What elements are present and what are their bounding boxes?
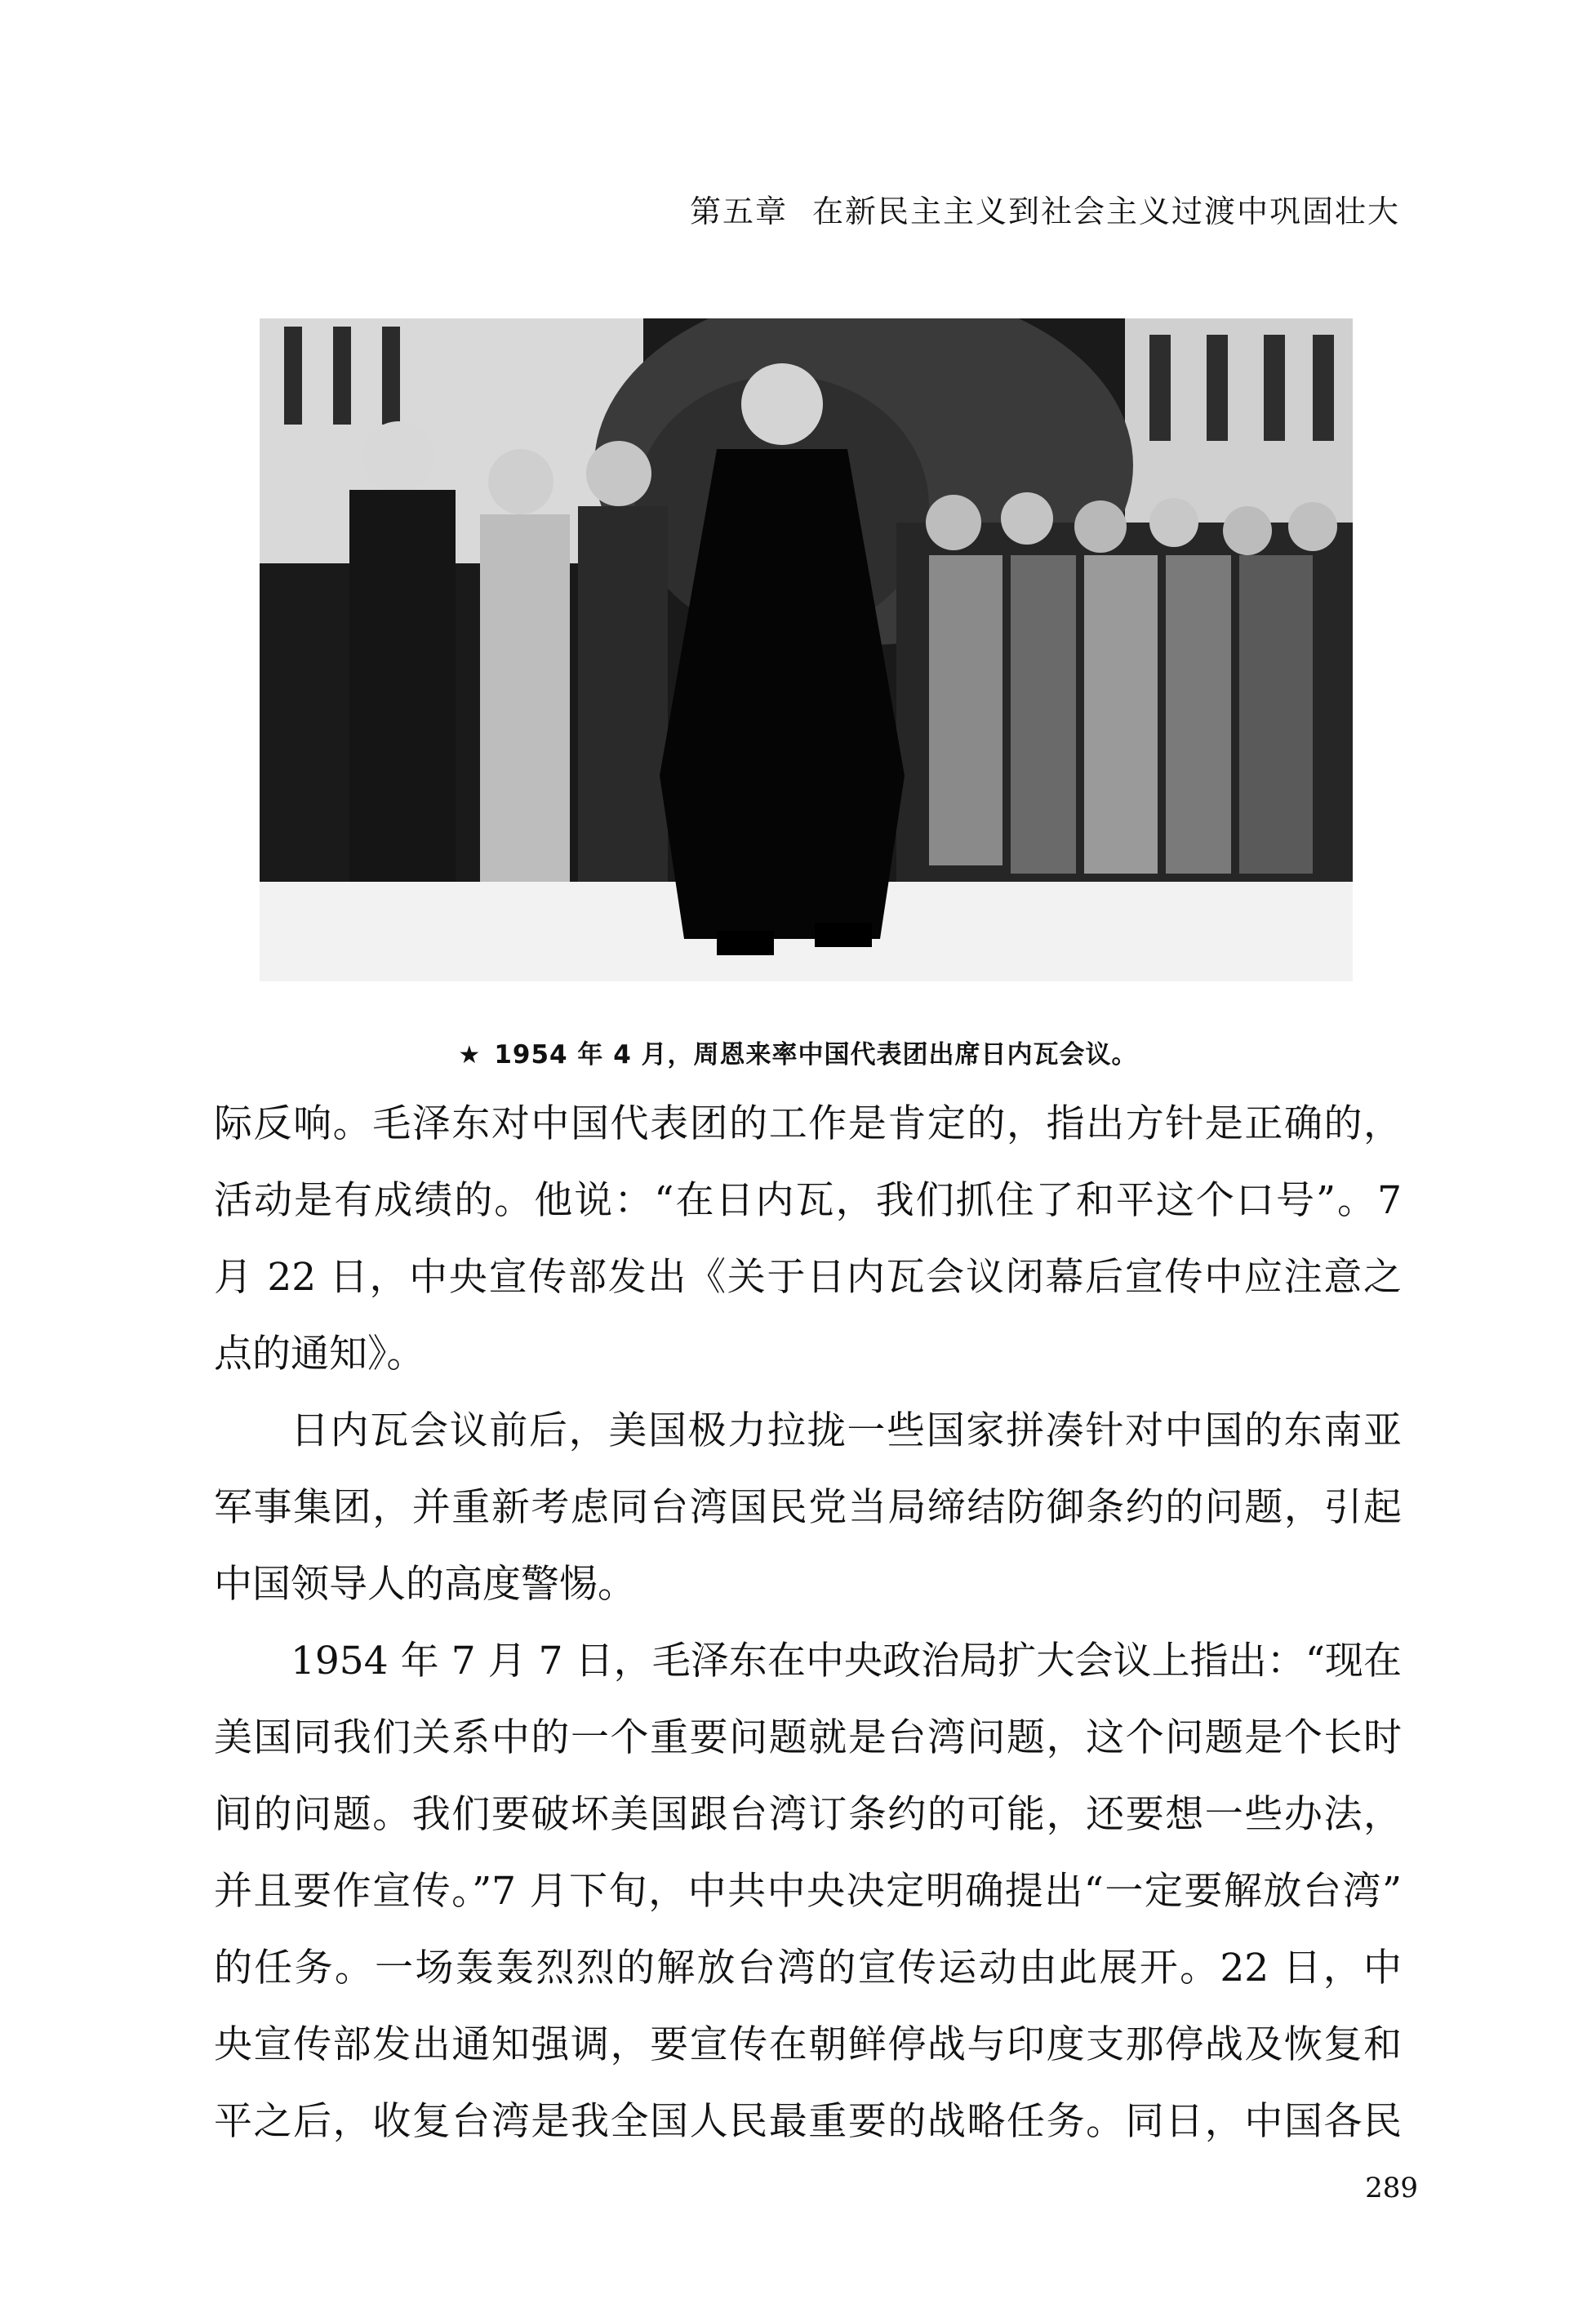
text-line: 美国同我们关系中的一个重要问题就是台湾问题，这个问题是个长时 [214,1715,1402,1760]
text-line: 的任务。一场轰轰烈烈的解放台湾的宣传运动由此展开。22 日，中 [214,1946,1402,1990]
chapter-label: 第五章 [689,193,788,229]
text-line: 军事集团，并重新考虑同台湾国民党当局缔结防御条约的问题，引起 [214,1485,1402,1530]
text-line: 央宣传部发出通知强调，要宣传在朝鲜停战与印度支那停战及恢复和 [214,2022,1402,2067]
text-line: 月 22 日，中央宣传部发出《关于日内瓦会议闭幕后宣传中应注意之 [214,1255,1402,1300]
page-number: 289 [1365,2172,1418,2204]
star-icon: ★ [458,1041,482,1070]
chapter-title: 在新民主主义到社会主义过渡中巩固壮大 [811,193,1400,229]
text-line: 中国领导人的高度警惕。 [214,1562,636,1607]
text-line: 活动是有成绩的。他说：“在日内瓦，我们抓住了和平这个口号”。7 [214,1178,1402,1223]
caption-text: 1954 年 4 月，周恩来率中国代表团出席日内瓦会议。 [494,1040,1138,1070]
body-text [214,1086,1402,2160]
running-header [0,186,1596,231]
text-line: 际反响。毛泽东对中国代表团的工作是肯定的，指出方针是正确的， [214,1101,1402,1146]
text-line: 1954 年 7 月 7 日，毛泽东在中央政治局扩大会议上指出：“现在 [291,1639,1402,1684]
photo-caption [0,1034,1596,1070]
text-line: 间的问题。我们要破坏美国跟台湾订条约的可能，还要想一些办法， [214,1792,1402,1837]
text-line: 点的通知》。 [214,1332,425,1377]
historical-photo [260,318,1353,981]
text-line: 日内瓦会议前后，美国极力拉拢一些国家拼凑针对中国的东南亚 [291,1408,1402,1453]
text-line: 并且要作宣传。”7 月下旬，中共中央决定明确提出“一定要解放台湾” [214,1869,1402,1914]
photo-illustration [260,318,1353,981]
text-line: 平之后，收复台湾是我全国人民最重要的战略任务。同日，中国各民 [214,2099,1402,2144]
